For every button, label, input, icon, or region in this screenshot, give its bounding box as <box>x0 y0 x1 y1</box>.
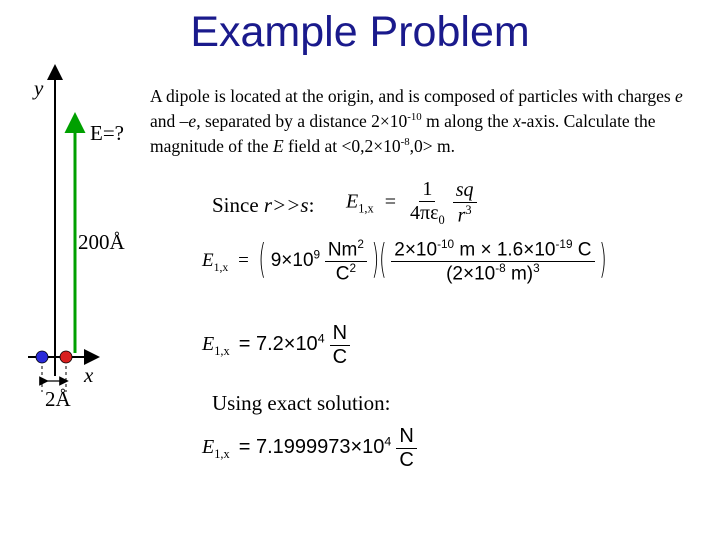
positive-charge <box>60 351 72 363</box>
substituted-formula: $E_{1,x}$ = ( $9\times 10^9$ $\frac{Nm^2}{C^2}$ )( $\frac{2\times 10^{-10} m \times 1.6\times 10^{-19} C}{(2\times 10^{-8} m)^3}$ ) <box>202 237 607 285</box>
y-axis-label: y <box>34 76 44 100</box>
exact-solution-label: Using exact solution: <box>212 391 391 415</box>
negative-charge <box>36 351 48 363</box>
approximation-label: Since r>>s: <box>212 193 315 217</box>
dipole-field-formula: $E_{1,x}$ = $\frac{1}{4\pi\varepsilon_0}$ $\frac{sq}{r^3}$ <box>346 178 477 228</box>
page-title: Example Problem <box>190 8 530 56</box>
problem-statement: A dipole is located at the origin, and is composed of particles with charges e and –e, separated by a distance $2\times 10^{-10}$ m along the x-axis. Calculate the magnitude of the E field at $<0,2\times 10^{-8},0> m$. <box>150 86 683 156</box>
x-axis-label: x <box>84 363 94 387</box>
exact-result: $E_{1,x} = 7.1999973\times 10^4$ $\frac{N}{C}$ <box>202 425 417 472</box>
separation-label: 2Å <box>45 387 71 411</box>
field-query-label: E=? <box>90 121 124 145</box>
approximate-result: $E_{1,x} = 7.2\times 10^4$ $\frac{N}{C}$ <box>202 322 350 369</box>
distance-label: 200Å <box>78 230 125 254</box>
